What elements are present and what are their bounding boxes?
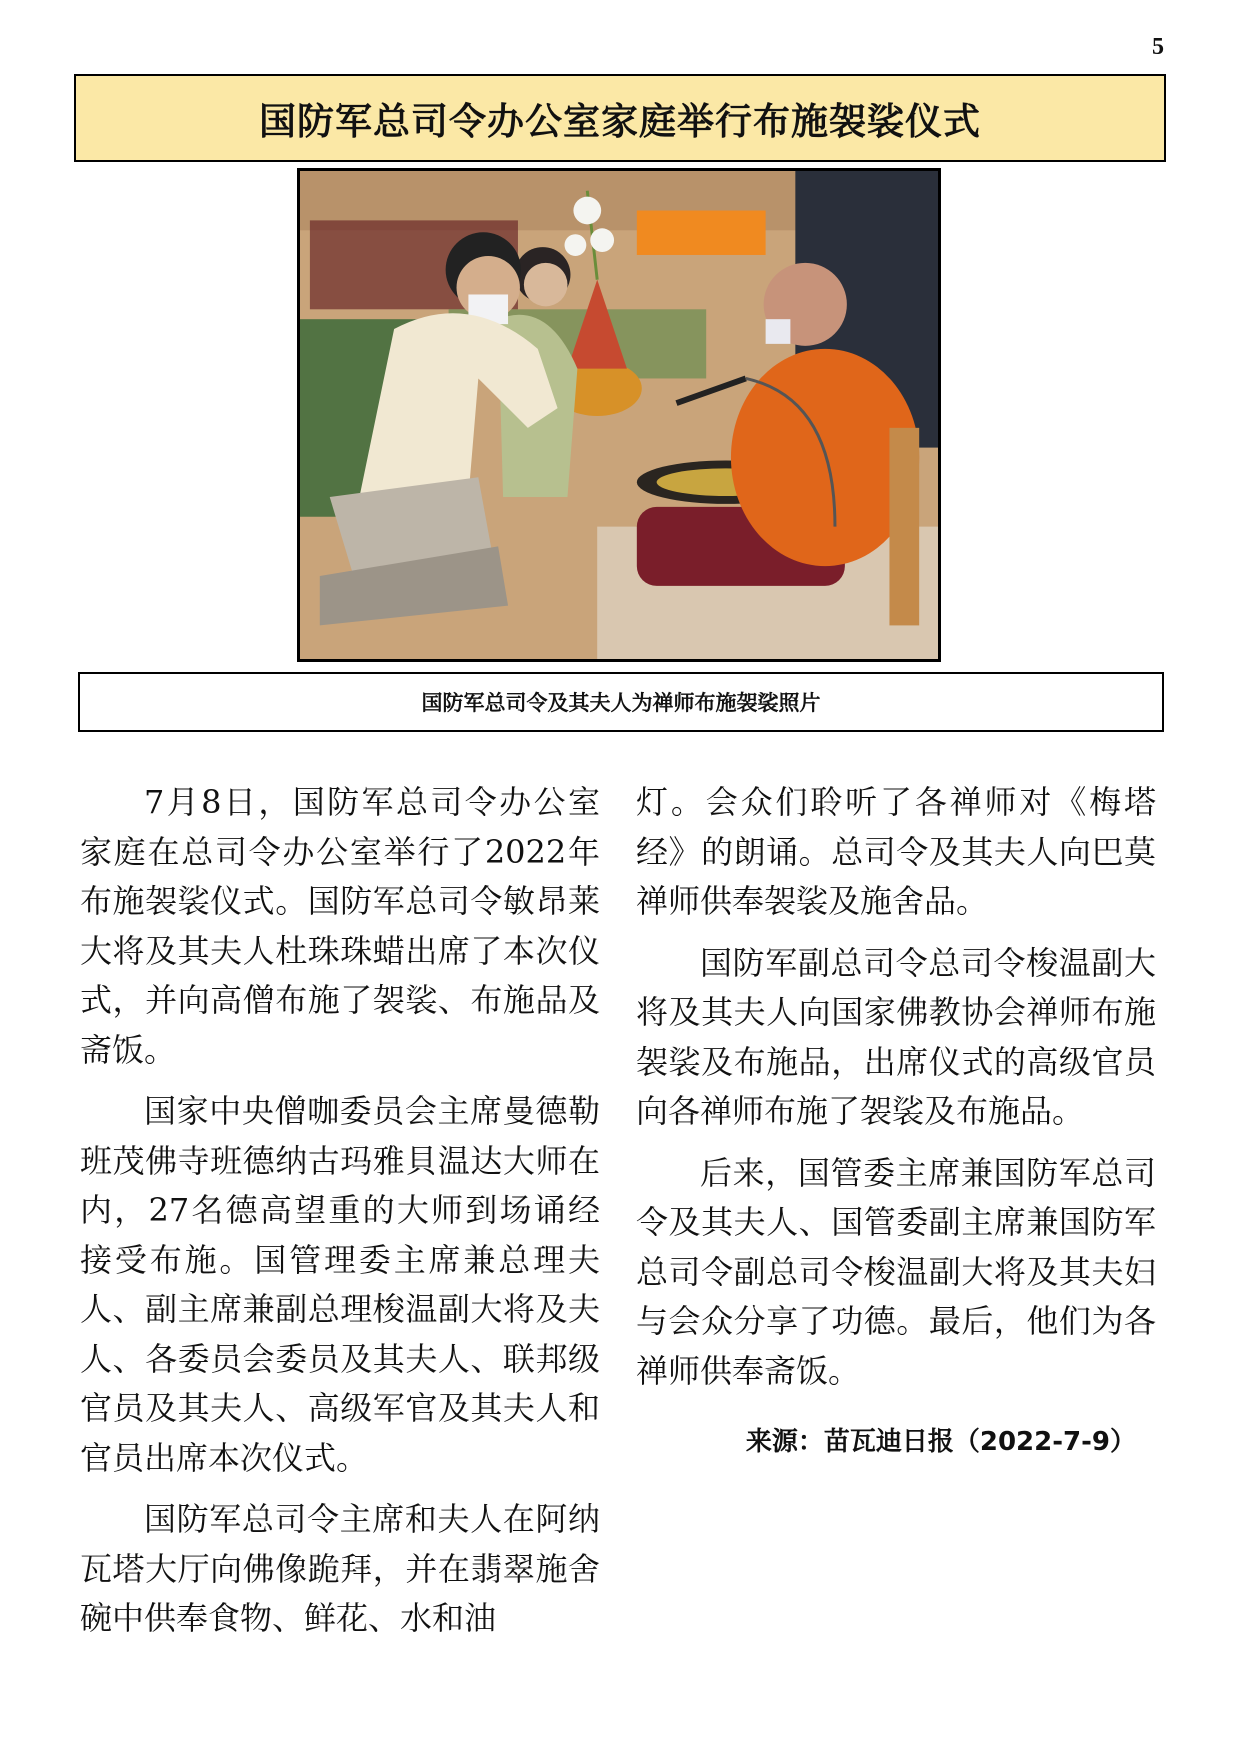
paragraph: 7月8日，国防军总司令办公室家庭在总司令办公室举行了2022年布施袈裟仪式。国防军总司令敏昂莱大将及其夫人杜珠珠蜡出席了本次仪式，并向高僧布施了袈裟、布施品及斋饭。: [80, 783, 600, 1069]
paragraph: 国防军总司令主席和夫人在阿纳瓦塔大厅向佛像跪拜，并在翡翠施舍碗中供奉食物、鲜花、水和油: [80, 1500, 600, 1637]
page-number: 5: [1152, 34, 1164, 60]
paragraph: 国家中央僧咖委员会主席曼德勒班茂佛寺班德纳古玛雅貝温达大师在内，27名德高望重的大师到场诵经接受布施。国管理委主席兼总理夫人、副主席兼副总理梭温副大将及夫人、各委员会委员及其夫人、联邦级官员及其夫人、高级军官及其夫人和官员出席本次仪式。: [80, 1092, 600, 1477]
ceremony-photo: [297, 168, 941, 662]
source-line: 来源：苗瓦迪日报（2022-7-9）: [745, 1427, 1136, 1457]
photo-caption: 国防军总司令及其夫人为禅师布施袈裟照片: [421, 691, 821, 715]
paragraph: 后来，国管委主席兼国防军总司令及其夫人、国管委副主席兼国防军总司令副总司令梭温副大将及其夫妇与会众分享了功德。最后，他们为各禅师供奉斋饭。: [636, 1153, 1156, 1390]
paragraph: 灯。会众们聆听了各禅师对《梅塔经》的朗诵。总司令及其夫人向巴莫禅师供奉袈裟及施舍品。: [636, 783, 1156, 920]
left-column: [80, 778, 600, 1656]
right-column: [636, 778, 1156, 1468]
photo-illustration: [300, 171, 938, 659]
article-title: 国防军总司令办公室家庭举行布施袈裟仪式: [259, 100, 981, 143]
title-box: [74, 74, 1166, 162]
caption-box: [78, 672, 1164, 732]
paragraph: 国防军副总司令总司令梭温副大将及其夫人向国家佛教协会禅师布施袈裟及布施品，出席仪式的高级官员向各禅师布施了袈裟及布施品。: [636, 943, 1156, 1130]
